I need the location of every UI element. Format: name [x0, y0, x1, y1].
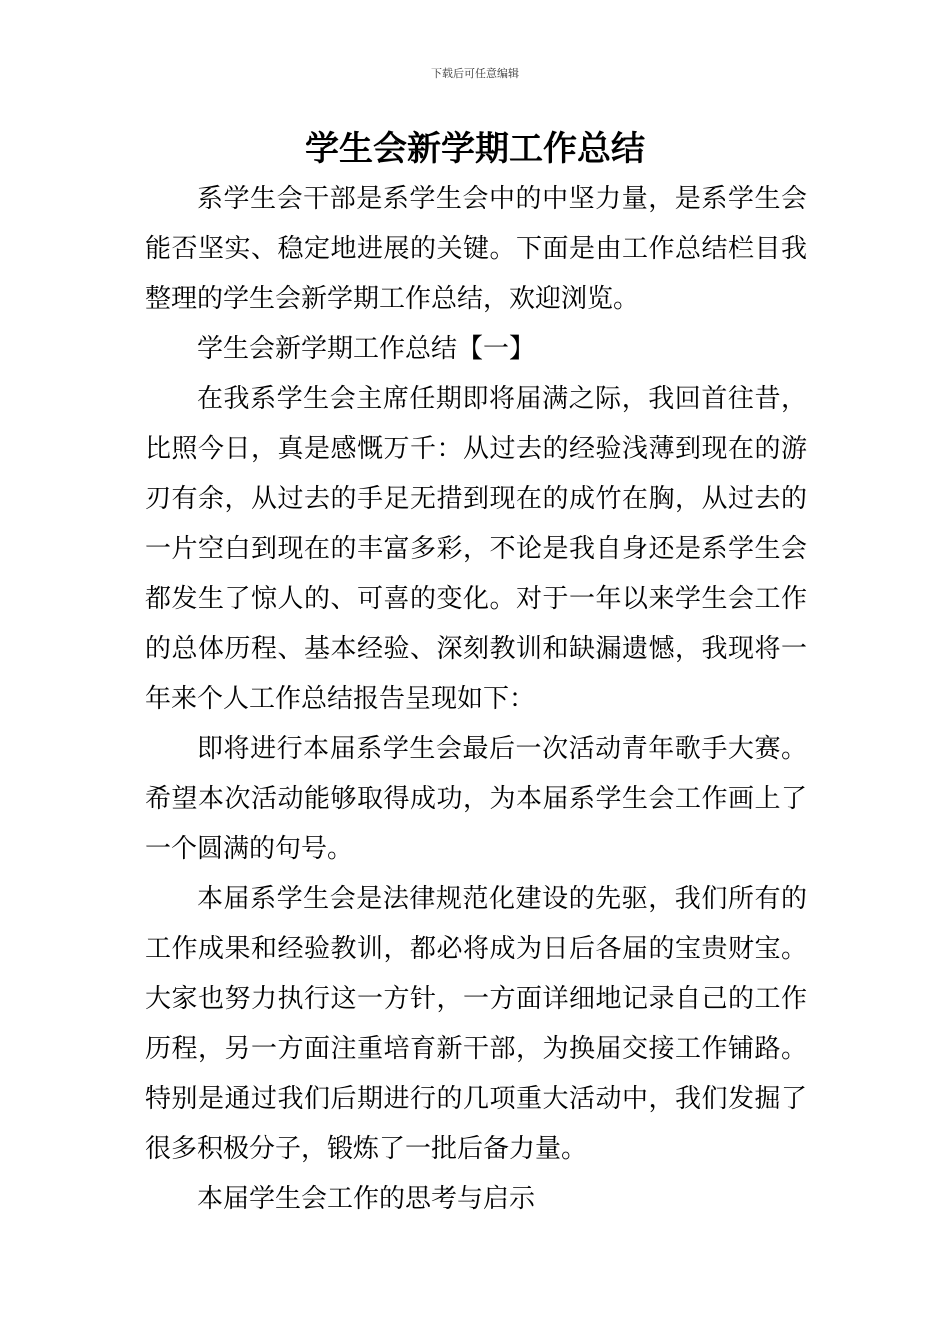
intro-paragraph: 系学生会干部是系学生会中的中坚力量，是系学生会能否坚实、稳定地进展的关键。下面是由工作总结栏目我整理的学生会新学期工作总结，欢迎浏览。: [145, 184, 807, 314]
section-heading-one: 学生会新学期工作总结【一】: [197, 334, 536, 364]
section-heading-reflection: 本届学生会工作的思考与启示: [197, 1184, 536, 1214]
header-note: 下载后可任意编辑: [431, 67, 519, 80]
body-paragraph: 即将进行本届系学生会最后一次活动青年歌手大赛。希望本次活动能够取得成功，为本届系学生会工作画上了一个圆满的句号。: [145, 734, 807, 864]
document-body: [145, 174, 807, 1224]
document-title: 学生会新学期工作总结: [305, 129, 645, 169]
body-paragraph: 在我系学生会主席任期即将届满之际，我回首往昔，比照今日，真是感慨万千：从过去的经验浅薄到现在的游刃有余，从过去的手足无措到现在的成竹在胸，从过去的一片空白到现在的丰富多彩，不论是我自身还是系学生会都发生了惊人的、可喜的变化。对于一年以来学生会工作的总体历程、基本经验、深刻教训和缺漏遗憾，我现将一年来个人工作总结报告呈现如下：: [145, 384, 807, 714]
body-paragraph: 本届系学生会是法律规范化建设的先驱，我们所有的工作成果和经验教训，都必将成为日后各届的宝贵财宝。大家也努力执行这一方针，一方面详细地记录自己的工作历程，另一方面注重培育新干部，为换届交接工作铺路。特别是通过我们后期进行的几项重大活动中，我们发掘了很多积极分子，锻炼了一批后备力量。: [145, 884, 807, 1164]
